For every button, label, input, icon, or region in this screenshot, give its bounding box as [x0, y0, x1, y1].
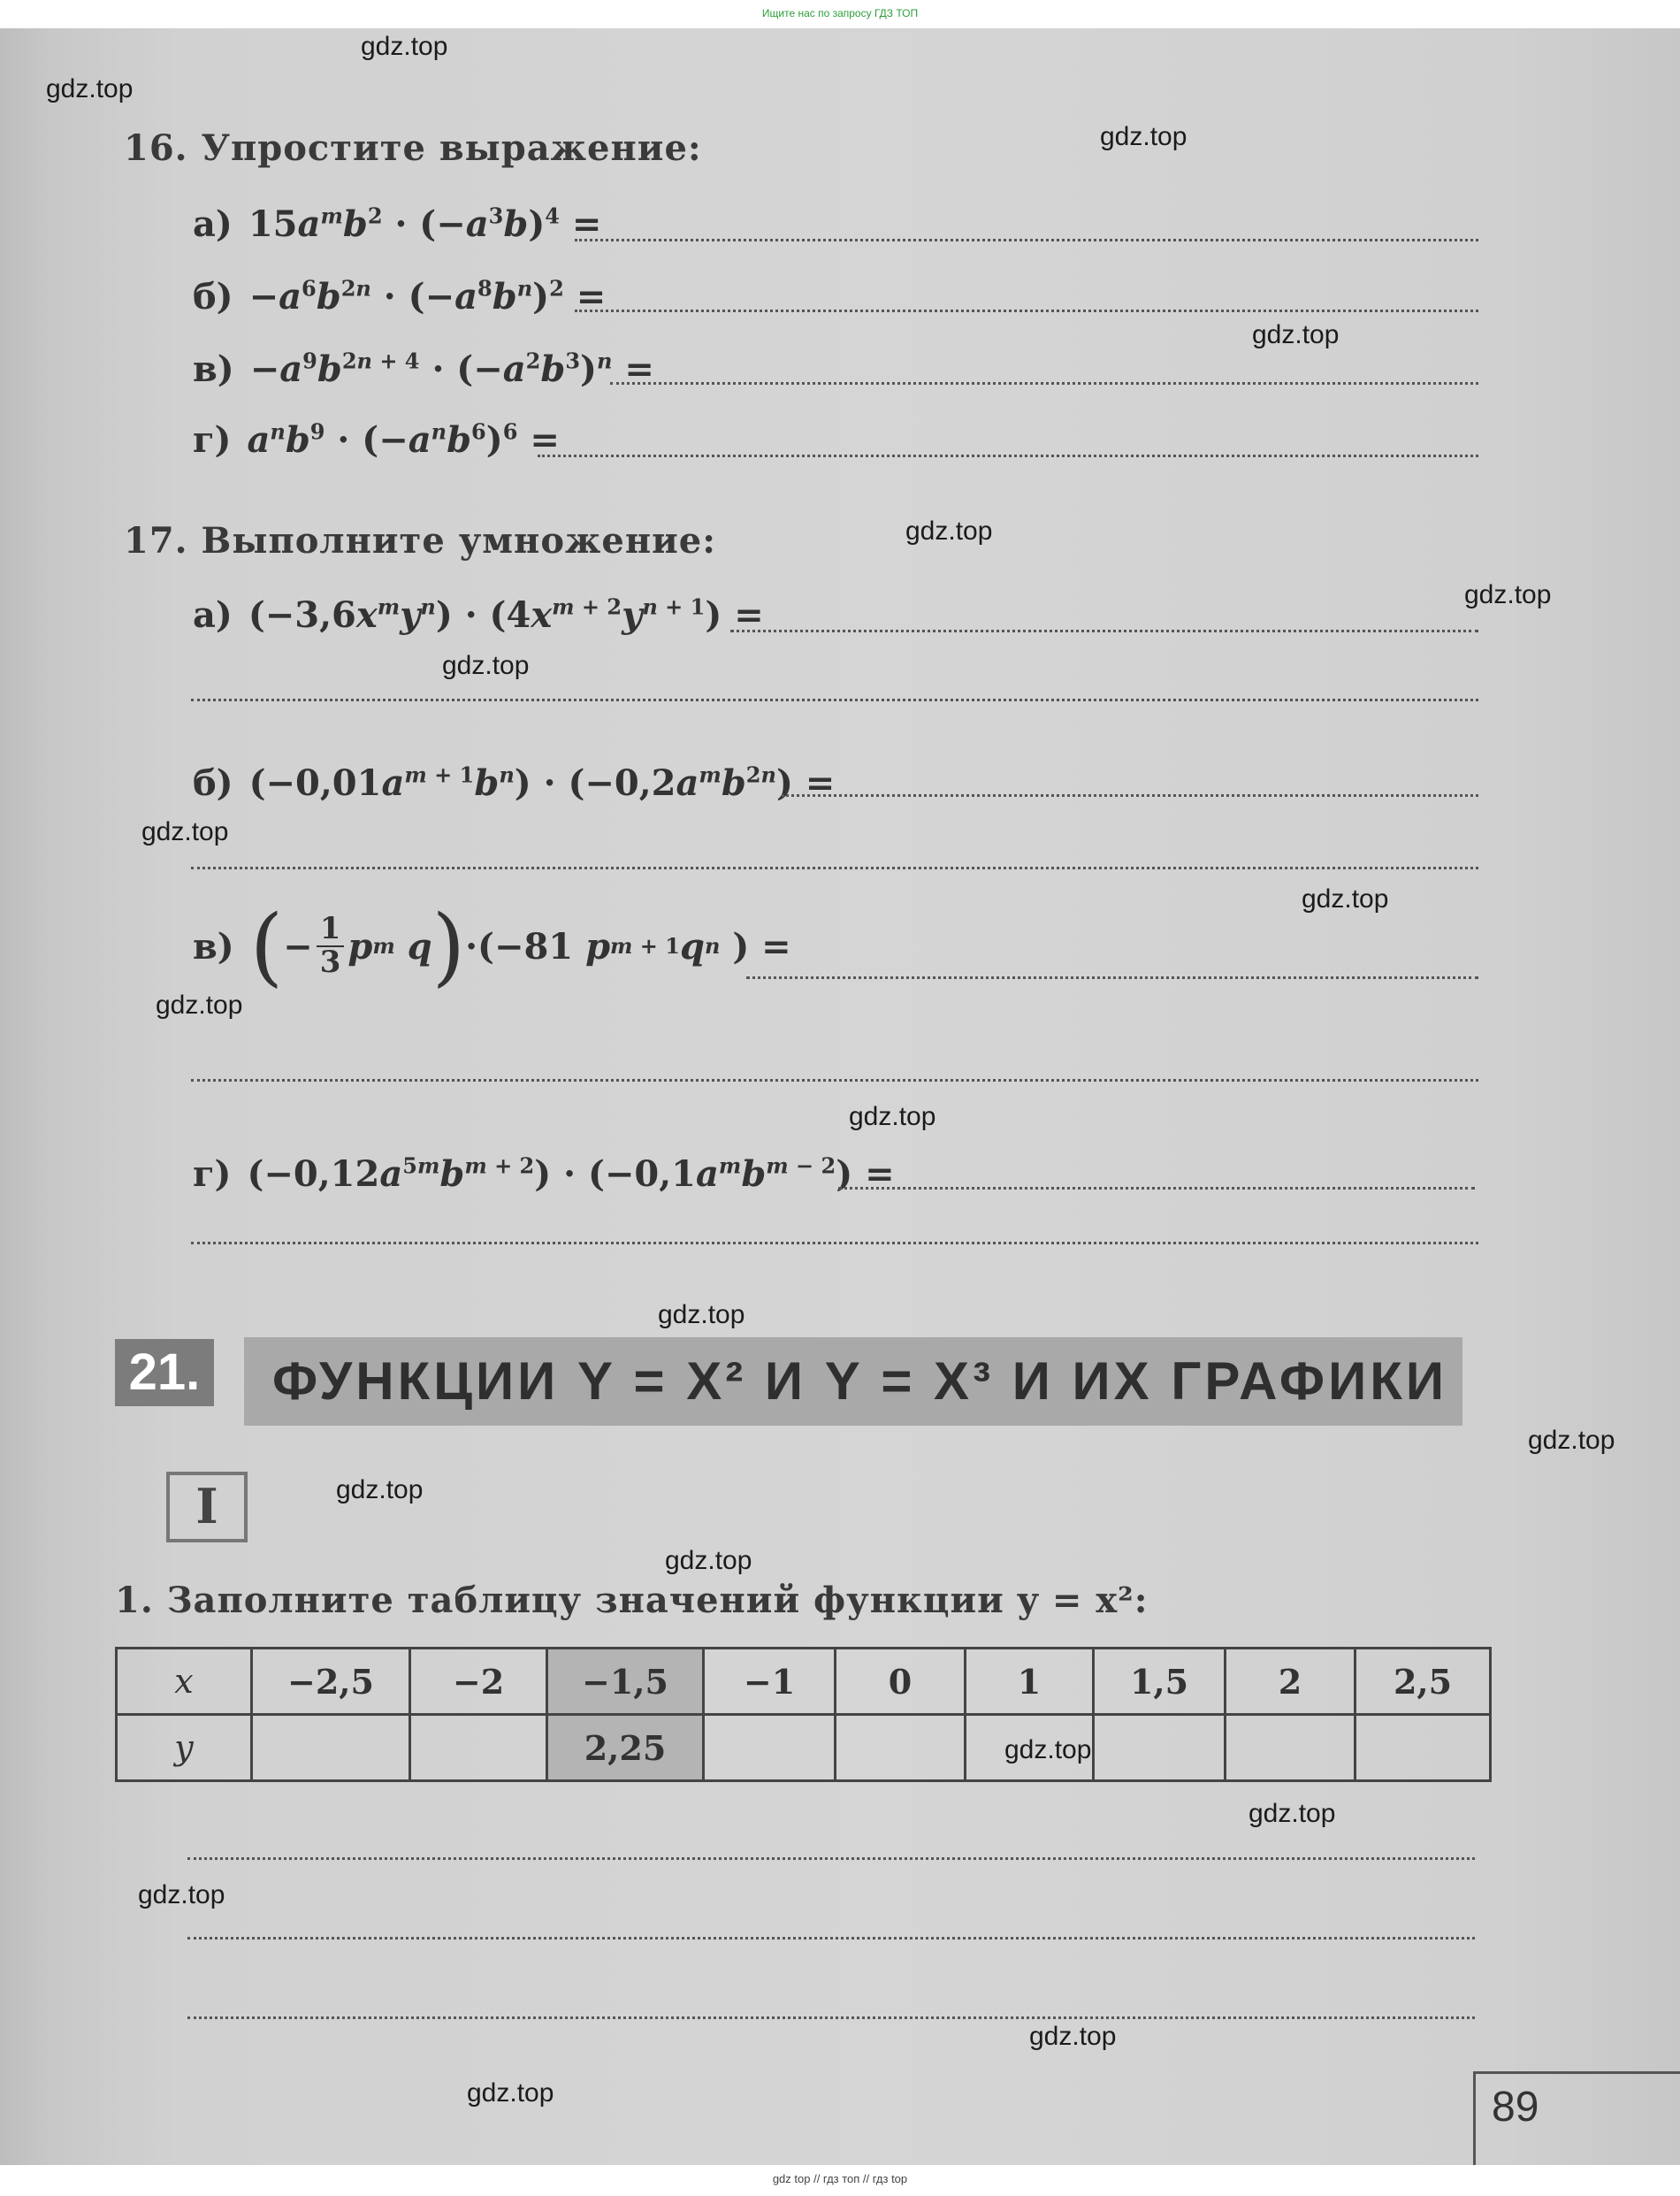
watermark: gdz.top [1464, 580, 1552, 609]
task-17d [193, 1153, 895, 1195]
task-16a-expr: $15a^mb^2 \cdot (-a^3b)^4$ = [248, 203, 602, 245]
answer-line[interactable] [191, 1079, 1478, 1082]
task-16c [193, 348, 654, 390]
answer-cell[interactable] [1226, 1715, 1355, 1781]
task-16c-label: в) [193, 348, 234, 390]
answer-line[interactable] [187, 1937, 1475, 1940]
task-17a-expr: $(-3,6x^my^n) \cdot (4x^{m + 2}y^{n + 1})$ = [248, 593, 764, 636]
task-17d-label: г) [193, 1153, 232, 1195]
answer-line[interactable] [191, 867, 1478, 869]
task-16a-label: а) [193, 203, 233, 245]
table-row-x [117, 1649, 1491, 1715]
answer-line[interactable] [782, 794, 1478, 797]
task-16b-expr: $-a^6b^{2n} \cdot (-a^8b^n)^2$ = [248, 275, 607, 318]
section-number: 21. [115, 1339, 214, 1406]
answer-line[interactable] [191, 699, 1478, 701]
watermark: gdz.top [1249, 1799, 1336, 1828]
answer-cell[interactable] [836, 1715, 966, 1781]
table-cell: 2 [1226, 1649, 1355, 1715]
watermark: gdz.top [141, 817, 229, 846]
task-16-heading [124, 127, 702, 169]
watermark: gdz.top [467, 2078, 554, 2108]
answer-line[interactable] [538, 455, 1478, 457]
row-label-x: x [117, 1649, 252, 1715]
task-1-title: Заполните таблицу значений функции y = x²: [166, 1580, 1149, 1621]
section-title: ФУНКЦИИ Y = X² И Y = X³ И ИХ ГРАФИКИ [244, 1337, 1462, 1426]
textbook-page [0, 28, 1680, 2165]
answer-line[interactable] [610, 382, 1478, 385]
table-cell-highlighted: 2,25 [547, 1715, 704, 1781]
task-16d-expr: $a^nb^9 \cdot (-a^nb^6)^6$ = [247, 418, 560, 461]
task-17-number: 17. [124, 520, 188, 562]
answer-cell[interactable] [410, 1715, 547, 1781]
watermark: gdz.top [905, 516, 993, 546]
table-cell: 1,5 [1094, 1649, 1226, 1715]
task-17c [193, 897, 791, 996]
bottom-banner: gdz top // гдз топ // гдз top [0, 2165, 1680, 2196]
answer-line[interactable] [575, 239, 1478, 241]
watermark: gdz.top [1302, 884, 1389, 914]
answer-line[interactable] [191, 1242, 1478, 1244]
task-17a [193, 594, 764, 636]
watermark: gdz.top [1004, 1735, 1092, 1764]
watermark: gdz.top [1252, 320, 1340, 349]
watermark: gdz.top [665, 1546, 752, 1575]
table-cell: −1 [704, 1649, 836, 1715]
answer-cell[interactable] [252, 1715, 410, 1781]
answer-line[interactable] [746, 976, 1478, 979]
watermark: gdz.top [336, 1475, 424, 1504]
difficulty-level-badge: I [166, 1472, 248, 1542]
task-16d-label: г) [193, 419, 232, 461]
watermark: gdz.top [156, 991, 243, 1020]
answer-line[interactable] [187, 2016, 1475, 2019]
task-17c-expr: ( − $\frac{1}{3}$ p m q ) ·(−81 p m + 1 q n ) = [249, 897, 791, 996]
table-cell: 2,5 [1355, 1649, 1491, 1715]
values-table [115, 1647, 1492, 1782]
watermark: gdz.top [849, 1102, 936, 1131]
table-cell: 1 [966, 1649, 1094, 1715]
task-17b [193, 762, 835, 804]
task-17a-label: а) [193, 594, 233, 636]
table-cell: −2 [410, 1649, 547, 1715]
top-banner: Ищите нас по запросу ГДЗ ТОП [0, 0, 1680, 28]
watermark: gdz.top [1100, 122, 1187, 151]
task-17-heading [124, 520, 716, 562]
watermark: gdz.top [658, 1300, 745, 1329]
task-16b [193, 276, 606, 318]
table-cell: −2,5 [252, 1649, 410, 1715]
task-16-title: Упростите выражение: [201, 127, 702, 169]
watermark: gdz.top [442, 651, 530, 680]
answer-line[interactable] [575, 310, 1478, 312]
task-16c-expr: $-a^9b^{2n + 4} \cdot (-a^2b^3)^n$ = [249, 348, 654, 390]
task-17c-label: в) [193, 925, 234, 968]
task-16-number: 16. [124, 127, 188, 169]
task-1-number: 1. [115, 1580, 154, 1621]
row-label-y: y [117, 1715, 252, 1781]
answer-cell[interactable] [704, 1715, 836, 1781]
watermark: gdz.top [46, 74, 134, 103]
task-16a [193, 203, 601, 245]
task-16b-label: б) [193, 276, 233, 318]
table-cell-highlighted: −1,5 [547, 1649, 704, 1715]
task-16d [193, 419, 560, 461]
table-cell: 0 [836, 1649, 966, 1715]
task-17b-label: б) [193, 762, 233, 804]
task-17d-expr: $(-0,12a^{5m}b^{m + 2}) \cdot (-0,1a^mb^{m - 2})$ = [247, 1152, 895, 1195]
task-17b-expr: $(-0,01a^{m + 1}b^n) \cdot (-0,2a^mb^{2n})$ = [248, 761, 836, 804]
table-row-y [117, 1715, 1491, 1781]
task-1-heading [115, 1580, 1148, 1621]
watermark: gdz.top [1528, 1426, 1615, 1455]
watermark: gdz.top [138, 1880, 225, 1909]
answer-cell[interactable] [1355, 1715, 1491, 1781]
answer-line[interactable] [838, 1187, 1475, 1190]
answer-line[interactable] [730, 630, 1478, 632]
watermark: gdz.top [1029, 2022, 1117, 2051]
page-number: 89 [1473, 2071, 1680, 2165]
answer-line[interactable] [187, 1857, 1475, 1860]
task-17-title: Выполните умножение: [201, 520, 717, 562]
answer-cell[interactable] [1094, 1715, 1226, 1781]
watermark: gdz.top [361, 32, 448, 61]
